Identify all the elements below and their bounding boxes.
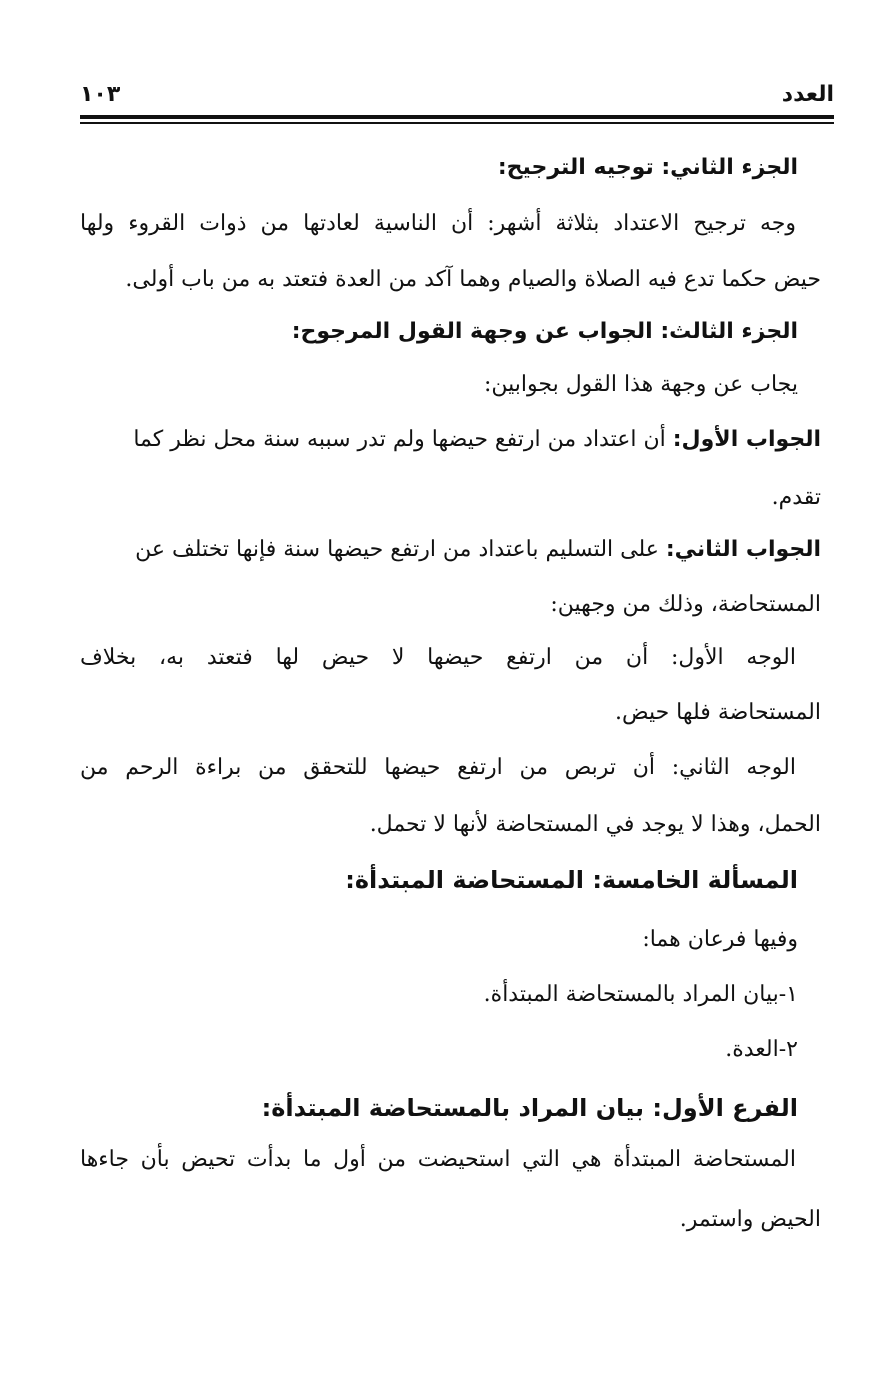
issue5-intro: وفيها فرعان هما: [642, 927, 798, 952]
answer2-line-1 [76, 530, 821, 570]
issue5-list-item-1: ١-بيان المراد بالمستحاضة المبتدأة. [483, 982, 798, 1007]
answer2-label: الجواب الثاني: [665, 537, 821, 562]
page-header [80, 80, 834, 110]
aspect1-line-2: المستحاضة فلها حيض. [615, 700, 821, 725]
part3-intro: يجاب عن وجهة هذا القول بجوابين: [483, 372, 798, 397]
issue5-heading: المسألة الخامسة: المستحاضة المبتدأة: [345, 866, 798, 894]
part2-heading: الجزء الثاني: توجيه الترجيح: [497, 155, 798, 180]
answer1-label: الجواب الأول: [672, 427, 821, 452]
issue5-list-item-2: ٢-العدة. [725, 1037, 798, 1062]
branch1-line-1: المستحاضة المبتدأة هي التي استحيضت من أول ما بدأت تحيض بأن جاءها [80, 1147, 796, 1172]
branch1-line-2: الحيض واستمر. [679, 1207, 821, 1232]
branch1-heading: الفرع الأول: بيان المراد بالمستحاضة المبتدأة: [261, 1094, 798, 1122]
header-rule-thick [80, 115, 834, 119]
aspect2-line-2: الحمل، وهذا لا يوجد في المستحاضة لأنها لا تحمل. [369, 812, 821, 837]
aspect1-line-1: الوجه الأول: أن من ارتفع حيضها لا حيض لها فتعتد به، بخلاف [80, 645, 796, 670]
answer1-line-1 [76, 420, 821, 460]
answer2-line-2: المستحاضة، وذلك من وجهين: [550, 592, 821, 617]
aspect2-line-1: الوجه الثاني: أن تربص من ارتفع حيضها للتحقق من براءة الرحم من [80, 755, 796, 780]
part2-line-2: حيض حكما تدع فيه الصلاة والصيام وهما آكد من العدة فتعتد به من باب أولى. [125, 267, 821, 292]
answer2-text: على التسليم باعتداد من ارتفع حيضها سنة فإنها تختلف عن [135, 537, 659, 562]
answer1-text: أن اعتداد من ارتفع حيضها ولم تدر سببه سنة محل نظر كما [133, 427, 666, 452]
part3-heading: الجزء الثالث: الجواب عن وجهة القول المرجوح: [291, 319, 798, 344]
page-number: ١٠٣ [80, 82, 121, 107]
part2-line-1: وجه ترجيح الاعتداد بثلاثة أشهر: أن الناسية لعادتها من ذوات القروء ولها [80, 211, 796, 236]
header-rule-thin [80, 122, 834, 124]
answer1-line-2: تقدم. [771, 485, 821, 510]
running-title: العدد [781, 82, 834, 107]
